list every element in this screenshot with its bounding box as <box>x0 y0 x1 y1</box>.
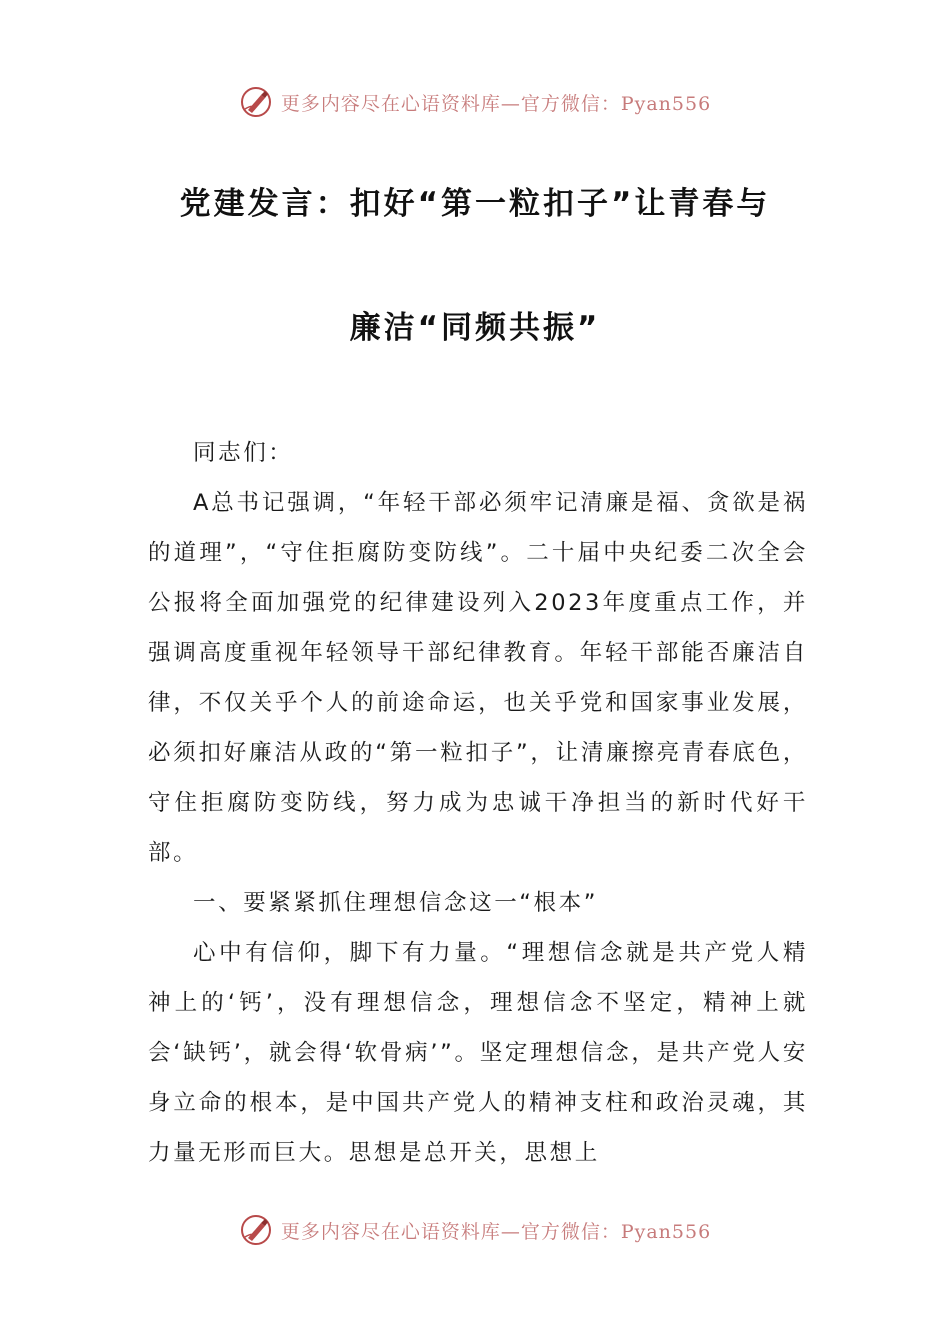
watermark-text: 更多内容尽在心语资料库—官方微信：Pyan556 <box>280 92 712 115</box>
body-paragraph-intro: A总书记强调，“年轻干部必须牢记清廉是福、贪欲是祸的道理”，“守住拒腐防变防线”。二十届中央纪委二次全会公报将全面加强党的纪律建设列入2023年度重点工作，并强调高度重视年轻领导干部纪律教育。年轻干部能否廉洁自律，不仅关乎个人的前途命运，也关乎党和国家事业发展，必须扣好廉洁从政的“第一粒扣子”，让清廉擦亮青春底色，守住拒腐防变防线，努力成为忠诚干净担当的新时代好干部。 <box>148 490 808 866</box>
header-watermark-banner <box>0 82 950 122</box>
footer-watermark-banner <box>0 1210 950 1250</box>
body-paragraph-section-1: 心中有信仰，脚下有力量。“理想信念就是共产党人精神上的‘钙’，没有理想信念，理想信念不坚定，精神上就会‘缺钙’，就会得‘软骨病’”。坚定理想信念，是共产党人安身立命的根本，是中国共产党人的精神支柱和政治灵魂，其力量无形而巨大。思想是总开关，思想上 <box>148 940 808 1166</box>
salutation: 同志们： <box>193 440 294 466</box>
document-body <box>148 428 808 1178</box>
document-title-line-2: 廉洁“同频共振” <box>349 310 601 346</box>
document-title-line-1: 党建发言：扣好“第一粒扣子”让青春与 <box>179 186 771 222</box>
pen-logo-icon <box>239 1213 273 1247</box>
watermark-text: 更多内容尽在心语资料库—官方微信：Pyan556 <box>280 1220 712 1243</box>
section-heading-1: 一、要紧紧抓住理想信念这一“根本” <box>193 890 599 916</box>
pen-logo-icon <box>239 85 273 119</box>
